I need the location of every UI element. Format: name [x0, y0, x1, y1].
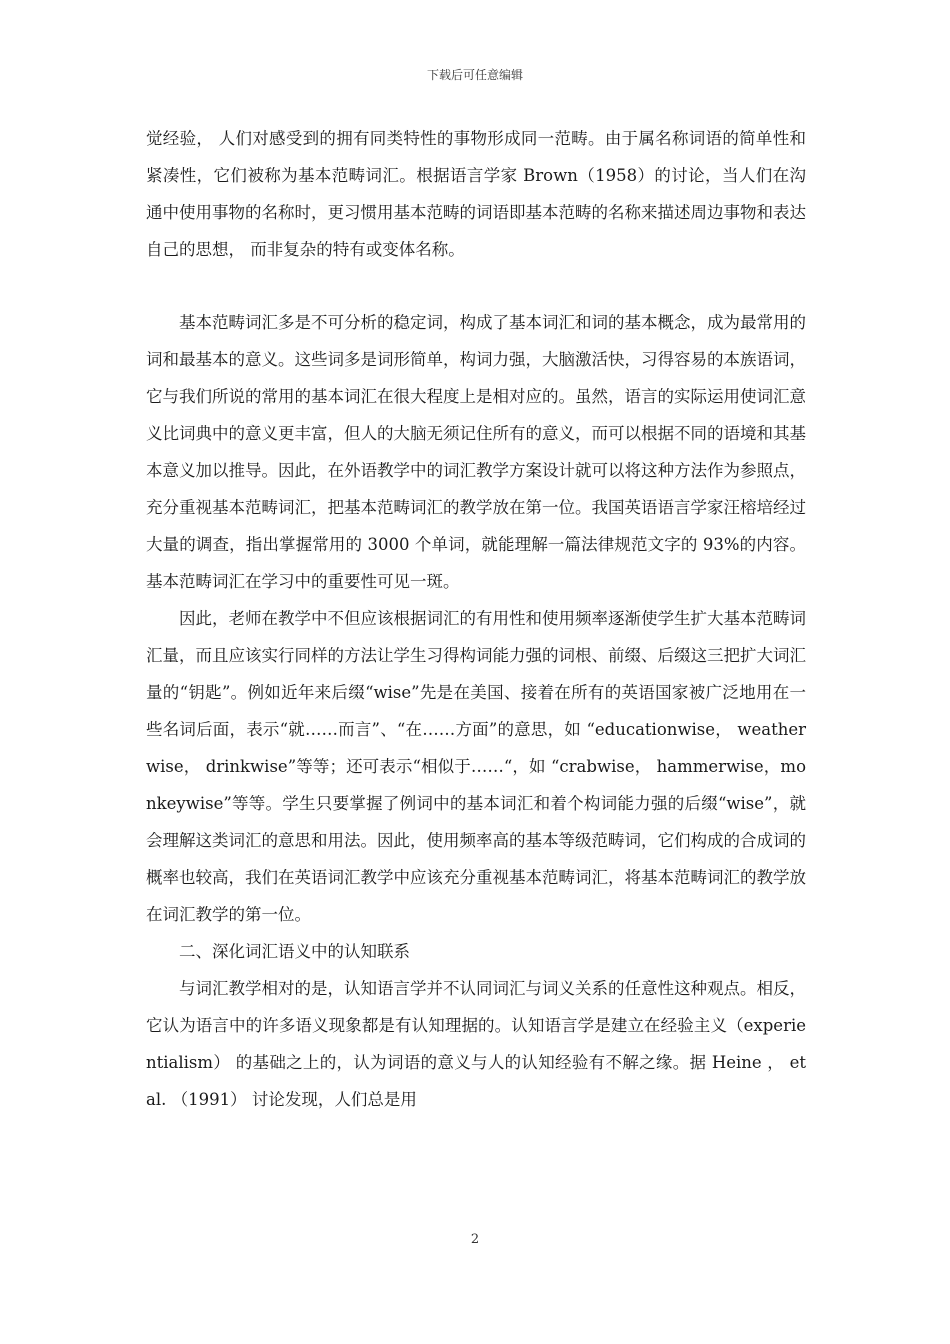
page-number: 2: [470, 1232, 480, 1247]
paragraph-2: 基本范畴词汇多是不可分析的稳定词，构成了基本词汇和词的基本概念，成为最常用的词和最基本的意义。这些词多是词形简单，构词力强，大脑激活快，习得容易的本族语词，它与我们所说的常用的基本词汇在很大程度上是相对应的。虽然，语言的实际运用使词汇意义比词典中的意义更丰富，但人的大脑无须记住所有的意义，而可以根据不同的语境和其基本意义加以推导。因此，在外语教学中的词汇教学方案设计就可以将这种方法作为参照点，充分重视基本范畴词汇，把基本范畴词汇的教学放在第一位。我国英语语言学家汪榕培经过大量的调查，指出掌握常用的 3000 个单词，就能理解一篇法律规范文字的 93%的内容。基本范畴词汇在学习中的重要性可见一斑。: [146, 313, 806, 591]
paragraph-4: 与词汇教学相对的是，认知语言学并不认同词汇与词义关系的任意性这种观点。相反，它认为语言中的许多语义现象都是有认知理据的。认知语言学是建立在经验主义（experientialism） 的基础之上的，认为词语的意义与人的认知经验有不解之缘。据 Heine ， et al. （1991） 讨论发现，人们总是用: [146, 979, 806, 1109]
section-heading: 二、深化词汇语义中的认知联系: [179, 942, 410, 961]
paragraph-1: 觉经验， 人们对感受到的拥有同类特性的事物形成同一范畴。由于属名称词语的简单性和紧凑性，它们被称为基本范畴词汇。根据语言学家 Brown（1958）的讨论，当人们在沟通中使用事物的名称时，更习惯用基本范畴的词语即基本范畴的名称来描述周边事物和表达自己的思想， 而非复杂的特有或变体名称。: [146, 129, 806, 259]
page-header: 下载后可任意编辑: [426, 68, 523, 82]
paragraph-3: 因此，老师在教学中不但应该根据词汇的有用性和使用频率逐渐使学生扩大基本范畴词汇量，而且应该实行同样的方法让学生习得构词能力强的词根、前缀、后缀这三把扩大词汇量的“钥匙”。例如近年来后缀“wise”先是在美国、接着在所有的英语国家被广泛地用在一些名词后面，表示“就……而言”、“在……方面”的意思，如 “educationwise， weatherwise， drinkwise”等等；还可表示“相似于……“，如 “crabwise， hammerwise，monkeywise”等等。学生只要掌握了例词中的基本词汇和着个构词能力强的后缀“wise”，就会理解这类词汇的意思和用法。因此，使用频率高的基本等级范畴词，它们构成的合成词的概率也较高，我们在英语词汇教学中应该充分重视基本范畴词汇，将基本范畴词汇的教学放在词汇教学的第一位。: [146, 609, 806, 924]
document-body: [146, 120, 806, 1118]
